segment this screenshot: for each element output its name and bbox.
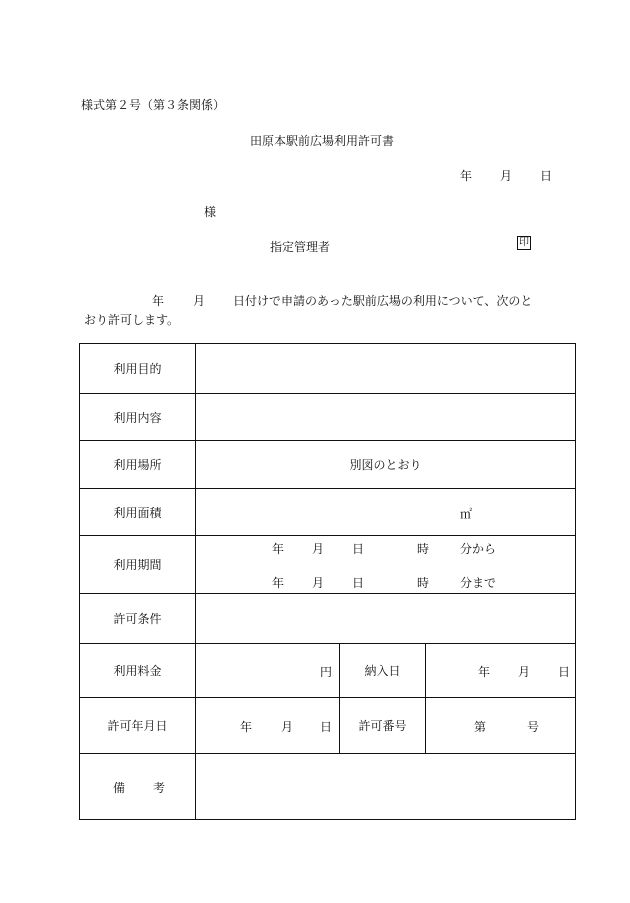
place-value: 別図のとおり — [349, 458, 422, 472]
document-title: 田原本駅前広場利用許可書 — [250, 134, 395, 148]
payment-date-day: 日 — [558, 665, 571, 679]
remarks-label-1: 備 — [113, 781, 126, 795]
permit-date-year: 年 — [240, 720, 253, 734]
addressee-suffix: 様 — [204, 205, 217, 219]
content-label: 利用内容 — [113, 410, 162, 425]
issuer-label: 指定管理者 — [270, 240, 331, 254]
area-label: 利用面積 — [113, 505, 162, 520]
payment-date-label: 納入日 — [364, 664, 401, 678]
purpose-label: 利用目的 — [113, 362, 162, 376]
period-from-hour: 時 — [417, 542, 430, 556]
place-label: 利用場所 — [113, 458, 162, 472]
period-to-month: 月 — [312, 576, 325, 590]
period-from-day: 日 — [352, 542, 365, 556]
period-from-year: 年 — [272, 542, 285, 556]
fee-label: 利用料金 — [113, 664, 162, 678]
period-to-day: 日 — [352, 576, 365, 590]
issue-date-month: 月 — [500, 169, 513, 183]
area-unit: ㎡ — [460, 507, 473, 521]
payment-date-month: 月 — [518, 665, 531, 679]
period-to-year: 年 — [272, 576, 285, 590]
period-to-hour: 時 — [417, 576, 430, 590]
conditions-label: 許可条件 — [113, 612, 162, 626]
permit-number-label: 許可番号 — [358, 719, 407, 733]
period-from-minute: 分から — [460, 542, 497, 556]
fee-unit: 円 — [320, 665, 333, 679]
period-label: 利用期間 — [113, 558, 162, 572]
issue-date-day: 日 — [540, 169, 553, 183]
permit-date-day: 日 — [320, 720, 333, 734]
permit-number-suffix: 号 — [527, 720, 540, 734]
issue-date-year: 年 — [460, 169, 473, 183]
permit-date-label: 許可年月日 — [107, 719, 168, 733]
body-month: 月 — [193, 294, 206, 308]
seal-mark: 印 — [519, 237, 529, 248]
form-number: 様式第２号（第３条関係） — [81, 98, 226, 112]
period-to-minute: 分まで — [460, 576, 497, 590]
period-from-month: 月 — [312, 542, 325, 556]
body-year: 年 — [152, 294, 165, 308]
body-text-line2: おり許可します。 — [84, 313, 180, 327]
remarks-label-2: 考 — [153, 781, 166, 795]
body-text-line1: 日付けで申請のあった駅前広場の利用について、次のと — [233, 294, 533, 308]
permit-date-month: 月 — [281, 720, 294, 734]
payment-date-year: 年 — [478, 665, 491, 679]
permit-number-prefix: 第 — [474, 720, 487, 734]
